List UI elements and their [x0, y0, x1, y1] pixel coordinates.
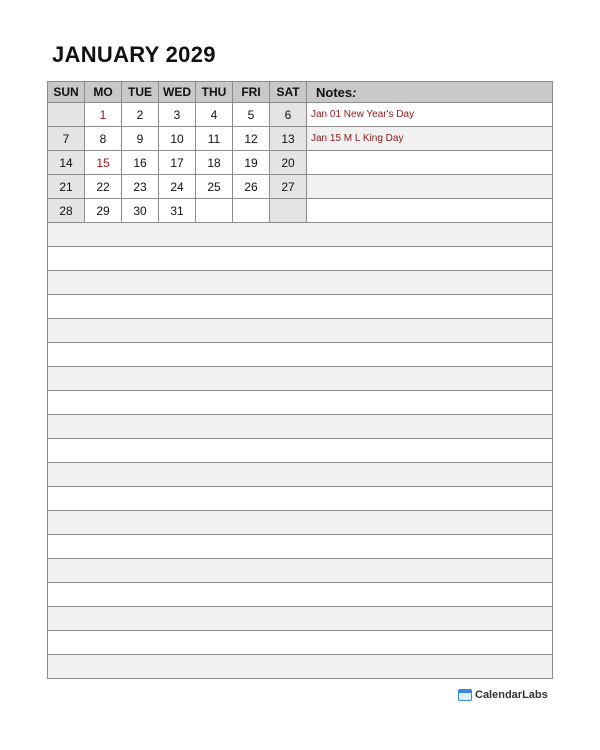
day-cell: 10	[159, 127, 196, 151]
note-line	[48, 607, 553, 631]
empty-day-cell	[48, 103, 85, 127]
page-title: JANUARY 2029	[52, 42, 216, 67]
day-cell: 15	[85, 151, 122, 175]
day-cell: 4	[196, 103, 233, 127]
week-row	[48, 127, 553, 151]
notes-header	[307, 82, 553, 103]
weekday-header-row	[48, 82, 553, 103]
weekday-mon: MO	[85, 82, 122, 103]
note-line-row	[48, 271, 553, 295]
note-line	[48, 631, 553, 655]
day-cell: 20	[270, 151, 307, 175]
note-cell	[307, 151, 553, 175]
note-line	[48, 439, 553, 463]
note-line	[48, 535, 553, 559]
note-line	[48, 655, 553, 679]
day-cell: 5	[233, 103, 270, 127]
note-line-row	[48, 415, 553, 439]
weekday-sat: SAT	[270, 82, 307, 103]
day-cell: 2	[122, 103, 159, 127]
weekday-fri: FRI	[233, 82, 270, 103]
note-line-row	[48, 655, 553, 679]
note-line-row	[48, 463, 553, 487]
note-line	[48, 511, 553, 535]
weekday-tue: TUE	[122, 82, 159, 103]
week-row	[48, 199, 553, 223]
day-cell: 25	[196, 175, 233, 199]
day-cell: 29	[85, 199, 122, 223]
day-cell: 27	[270, 175, 307, 199]
day-cell: 16	[122, 151, 159, 175]
note-line-row	[48, 487, 553, 511]
note-cell	[307, 175, 553, 199]
day-cell: 30	[122, 199, 159, 223]
day-cell: 6	[270, 103, 307, 127]
note-line	[48, 391, 553, 415]
empty-day-cell	[270, 199, 307, 223]
day-cell: 31	[159, 199, 196, 223]
note-line-row	[48, 607, 553, 631]
note-cell	[307, 199, 553, 223]
note-line	[48, 319, 553, 343]
week-row	[48, 151, 553, 175]
notes-header-label: Notes	[316, 84, 353, 100]
week-row	[48, 103, 553, 127]
note-line-row	[48, 319, 553, 343]
day-cell: 3	[159, 103, 196, 127]
day-cell: 26	[233, 175, 270, 199]
day-cell: 17	[159, 151, 196, 175]
day-cell: 14	[48, 151, 85, 175]
day-cell: 7	[48, 127, 85, 151]
day-cell: 23	[122, 175, 159, 199]
note-line	[48, 295, 553, 319]
weekday-thu: THU	[196, 82, 233, 103]
note-line	[48, 223, 553, 247]
weekday-sun: SUN	[48, 82, 85, 103]
day-cell: 21	[48, 175, 85, 199]
note-line-row	[48, 511, 553, 535]
day-cell: 19	[233, 151, 270, 175]
note-line-row	[48, 559, 553, 583]
day-cell: 11	[196, 127, 233, 151]
note-line-row	[48, 439, 553, 463]
note-line	[48, 463, 553, 487]
note-line	[48, 343, 553, 367]
note-line	[48, 247, 553, 271]
day-cell: 18	[196, 151, 233, 175]
day-cell: 8	[85, 127, 122, 151]
note-line-row	[48, 367, 553, 391]
day-cell: 1	[85, 103, 122, 127]
day-cell: 12	[233, 127, 270, 151]
day-cell: 24	[159, 175, 196, 199]
note-line-row	[48, 583, 553, 607]
calendar-table	[47, 81, 553, 679]
note-line-row	[48, 535, 553, 559]
note-line	[48, 415, 553, 439]
note-line-row	[48, 223, 553, 247]
day-cell: 28	[48, 199, 85, 223]
calendar-icon	[458, 689, 472, 701]
note-line-row	[48, 295, 553, 319]
empty-day-cell	[196, 199, 233, 223]
day-cell: 9	[122, 127, 159, 151]
footer-brand: CalendarLabs	[475, 689, 548, 701]
empty-day-cell	[233, 199, 270, 223]
notes-header-colon: :	[352, 84, 357, 100]
note-line	[48, 583, 553, 607]
note-line-row	[48, 391, 553, 415]
weekday-wed: WED	[159, 82, 196, 103]
note-cell: Jan 15 M L King Day	[307, 127, 553, 151]
note-line	[48, 367, 553, 391]
footer-logo	[458, 689, 548, 701]
note-cell: Jan 01 New Year's Day	[307, 103, 553, 127]
note-line	[48, 487, 553, 511]
day-cell: 13	[270, 127, 307, 151]
week-row	[48, 175, 553, 199]
note-line	[48, 559, 553, 583]
note-line	[48, 271, 553, 295]
note-line-row	[48, 343, 553, 367]
note-line-row	[48, 631, 553, 655]
note-line-row	[48, 247, 553, 271]
day-cell: 22	[85, 175, 122, 199]
